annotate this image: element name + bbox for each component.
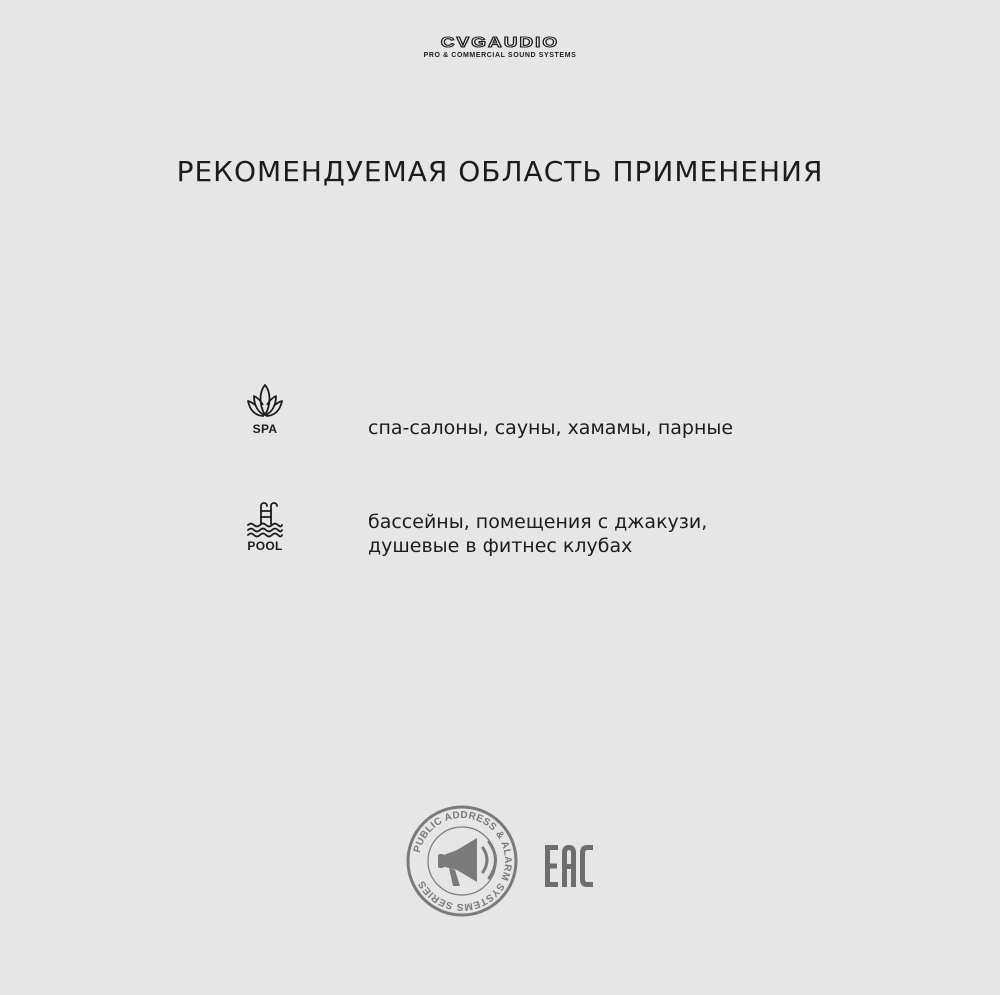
lotus-icon [245,383,285,421]
pool-icon [245,498,285,538]
megaphone-icon [438,838,496,886]
eac-mark-icon [545,845,593,887]
pool-icon-block [240,498,290,553]
spa-description-line: спа-салоны, сауны, хамамы, парные [368,417,734,439]
pool-description [368,510,707,558]
series-seal-badge [405,804,519,918]
pool-label: POOL [247,539,283,553]
brand-logo [0,34,1000,59]
page-title: РЕКОМЕНДУЕМАЯ ОБЛАСТЬ ПРИМЕНЕНИЯ [176,155,824,188]
spa-description [368,416,733,440]
brand-name: CVGAUDIO [440,34,560,51]
brand-tagline: PRO & COMMERCIAL SOUND SYSTEMS [423,52,577,59]
pool-description-line-1: бассейны, помещения с джакузи, [368,511,708,533]
spa-label: SPA [252,422,278,436]
seal-text: PUBLIC ADDRESS & ALARM SYSTEMS SERIES [411,809,514,913]
pool-description-line-2: душевые в фитнес клубах [368,535,633,557]
spa-icon-block [240,383,290,436]
